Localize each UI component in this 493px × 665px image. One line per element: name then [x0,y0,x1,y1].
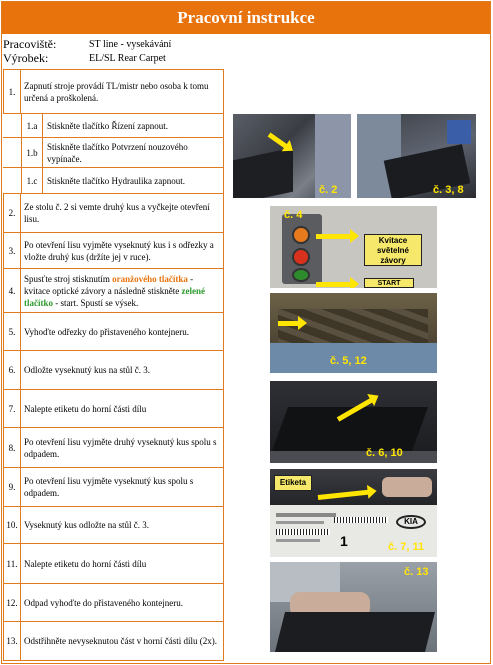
arrow-icon [316,234,352,239]
step-row [3,193,224,232]
step-number: 1.c [21,168,43,193]
step-text-part: - kvitace optické závory a následně stiskněte [24,273,194,296]
kia-logo-icon: KIA [396,515,426,529]
step-row [3,506,224,543]
photo-step-6-10 [270,381,437,463]
step-number: 10. [4,507,21,543]
start-label: START [364,278,414,288]
step-text: Po otevření lisu vyjměte vyseknutý kus i s odřezky a vložte druhý kus (držíte jej v ruce). [24,239,214,262]
orange-button-icon [292,226,310,244]
label-line [276,521,324,524]
step-text: Stiskněte tlačítko Hydraulika zapnout. [47,175,185,186]
step-row [3,350,224,389]
step-number: 5. [4,313,21,350]
step-row [3,268,224,312]
step-text: Po otevření lisu vyjměte druhý vyseknutý kus spolu s odpadem. [24,436,217,459]
step-row [3,427,224,467]
photo-label: č. 4 [284,209,303,221]
label-line [276,513,336,517]
step-number: 13. [4,622,21,660]
barcode-icon [334,517,388,523]
step-row [3,69,224,113]
step-text-part: Spusťte stroj stisknutím [24,273,113,284]
red-button-icon [292,248,310,266]
workplace-label: Pracoviště: [3,37,57,51]
step-number: 4. [4,269,21,312]
step-row [3,389,224,427]
photo-carpet [233,148,293,198]
step-text: Vyseknutý kus odložte na stůl č. 3. [24,520,149,530]
step-row [3,583,224,621]
step-text: Odpad vyhoďte do přistaveného kontejneru. [24,597,184,608]
step-text: Odstřihněte nevyseknutou část v horní části dílu (2x). [24,636,217,646]
label-line [276,539,320,542]
step-text: Zapnutí stroje provádí TL/mistr nebo osoba k tomu určená a proškolená. [24,80,209,103]
label-number: 1 [340,533,348,549]
step-row [3,312,224,350]
green-button-text: zelené tlačítko [24,285,205,308]
step-text: Stiskněte tlačítko Potvrzení nouzového vypínače. [47,141,188,164]
photo-table [270,451,437,463]
step-number: 7. [4,390,21,427]
sign-label: Kvitace světelné závory [364,234,422,266]
arrow-icon [268,132,289,149]
step-row [3,232,224,268]
photo-step-7-11 [270,469,437,557]
step-text: Nalepte etiketu do horní části dílu [24,558,147,569]
step-number: 1.b [21,138,43,167]
step-text: Ze stolu č. 2 si vemte druhý kus a vyčkejte otevření lisu. [24,202,210,224]
step-number: 8. [4,428,21,467]
step-number: 3. [4,233,21,268]
photo-step-3-8 [357,114,476,198]
step-row [3,167,224,193]
arrow-icon [278,321,300,326]
step-text: Stiskněte tlačítko Řízení zapnout. [47,120,168,131]
arrow-icon [316,282,352,287]
step-number: 9. [4,468,21,506]
photo-carpet [275,612,435,652]
step-text: Nalepte etiketu do horní části dílu [24,403,147,414]
page-title: Pracovní instrukce [2,2,490,34]
photo-step-4 [270,206,437,288]
step-number: 2. [4,194,21,232]
photo-label: č. 7, 11 [388,541,425,553]
photo-label: č. 13 [404,566,429,578]
step-number: 12. [4,584,21,621]
step-row [3,543,224,583]
photo-label: č. 6, 10 [366,447,403,459]
step-text [24,273,220,309]
photo-label: č. 2 [319,184,338,196]
etiketa-sign: Etiketa [274,475,312,491]
step-number: 1. [4,70,21,113]
photo-step-13 [270,562,437,652]
photo-label: č. 3, 8 [433,184,464,196]
orange-button-text: oranžového tlačítka [112,273,188,284]
photo-step-2 [233,114,351,198]
step-text: Po otevření lisu vyjměte vyseknutý kus spolu s odpadem. [24,476,194,498]
photo-bin [447,120,471,144]
step-number: 1.a [21,114,43,137]
product-label: Výrobek: [3,51,49,65]
photo-step-5-12 [270,293,437,373]
step-row [3,113,224,137]
step-text: Vyhoďte odřezky do přistaveného kontejneru. [24,326,190,337]
photo-label: č. 5, 12 [330,355,367,367]
workplace-value: ST line - vysekávání [89,39,172,50]
photo-hand [382,477,432,497]
step-text-part: - start. Spustí se výsek. [53,297,139,308]
step-row [3,621,224,661]
step-number: 11. [4,544,21,583]
step-number: 6. [4,351,21,389]
step-text: Odložte vyseknutý kus na stůl č. 3. [24,365,150,375]
green-button-icon [292,268,310,282]
step-row [3,137,224,167]
step-row [3,467,224,506]
barcode-icon [276,529,330,535]
product-value: EL/SL Rear Carpet [89,53,166,64]
